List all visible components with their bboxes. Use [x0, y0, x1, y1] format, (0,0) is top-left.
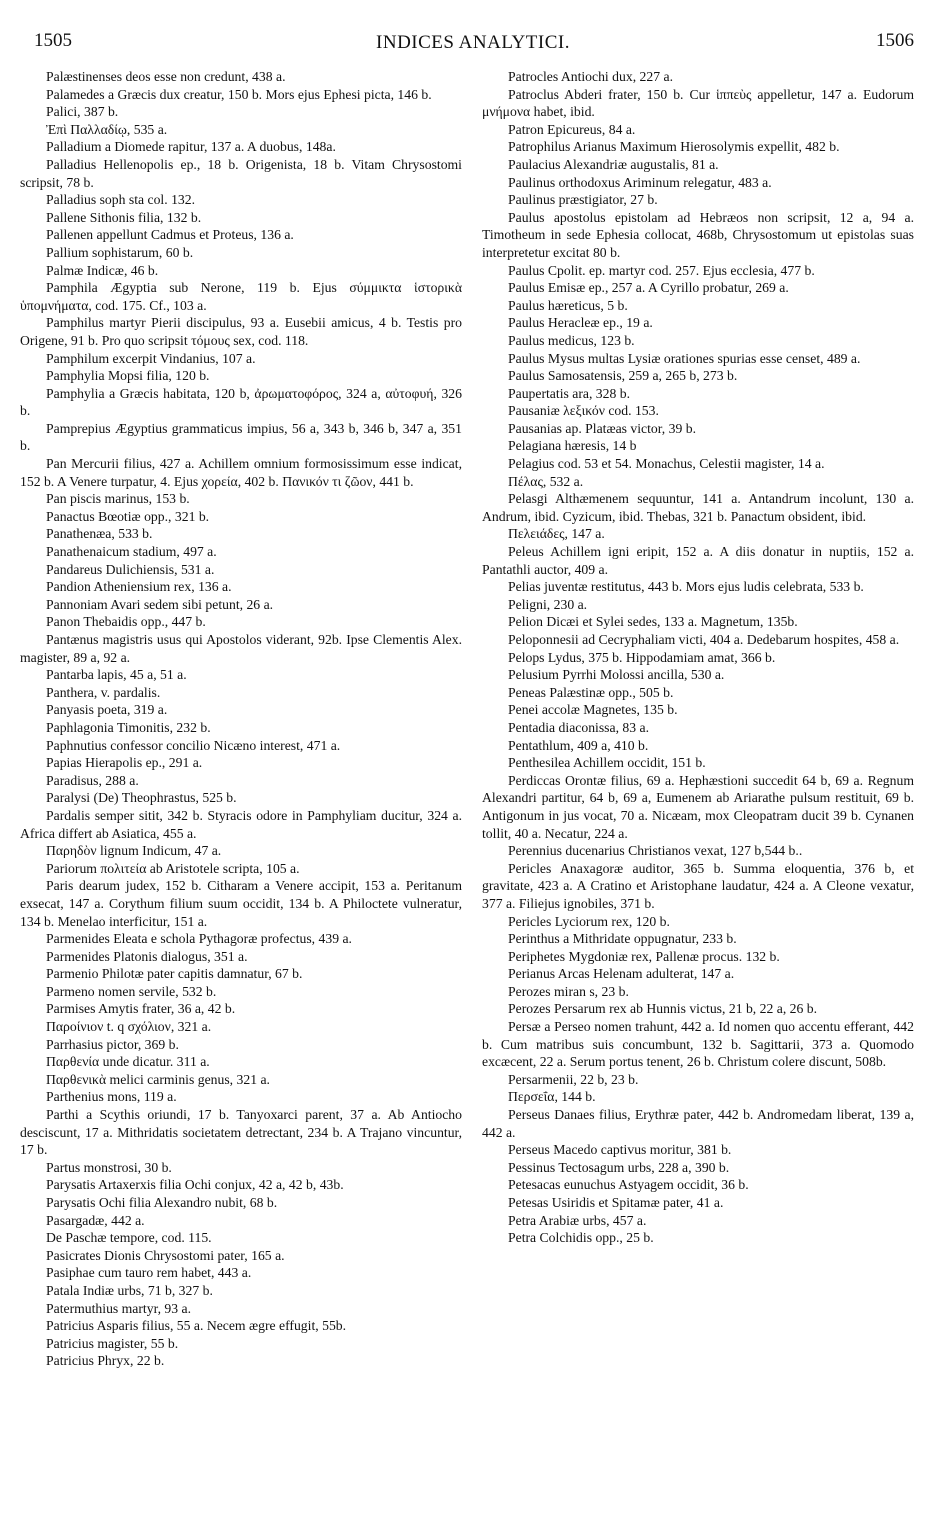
- page-title: INDICES ANALYTICI.: [376, 32, 570, 53]
- index-entry: Pallium sophistarum, 60 b.: [46, 244, 194, 260]
- page-header: [0, 0, 946, 53]
- index-entry: Palladius Hellenopolis ep., 18 b. Origenista, 18 b. Vitam Chrysostomi scripsit, 78 b.: [20, 156, 462, 190]
- index-entry: Paulus apostolus epistolam ad Hebræos non scripsit, 12 a, 94 a. Timotheum in sede Ephesia collocat, 468b, Chrysostomum ut epistolas suas interpretetur excitat 80 b.: [482, 209, 914, 260]
- index-entry: Paulus hæreticus, 5 b.: [508, 297, 628, 313]
- index-entry: Patrophilus Arianus Maximum Hierosolymis expellit, 482 b.: [508, 139, 840, 155]
- index-entry: Pamphilum excerpit Vindanius, 107 a.: [46, 350, 256, 366]
- index-column-left: [20, 68, 462, 1370]
- index-entry: Pallenen appellunt Cadmus et Proteus, 136 a.: [46, 227, 294, 243]
- index-entry: Paralysi (De) Theophrastus, 525 b.: [46, 790, 237, 806]
- index-entry: Perianus Arcas Helenam adulterat, 147 a.: [508, 966, 735, 982]
- index-entry: Peneas Palæstinæ opp., 505 b.: [508, 684, 674, 700]
- index-entry: Pantarba lapis, 45 a, 51 a.: [46, 667, 187, 683]
- index-entry: Paphnutius confessor concilio Nicæno interest, 471 a.: [46, 737, 341, 753]
- index-entry: Pantænus magistris usus qui Apostolos viderant, 92b. Ipse Clementis Alex. magister, 89 a, 92 a.: [20, 632, 462, 665]
- index-entry: Parmises Amytis frater, 36 a, 42 b.: [46, 1001, 236, 1017]
- index-entry: Pamphila Ægyptia sub Nerone, 119 b. Ejus σύμμικτα ἱστορικὰ ὑπομνήματα, cod. 175. Cf., 103 a.: [20, 280, 462, 313]
- page-number-left: 1505: [34, 30, 72, 51]
- index-entry: Parmenides Platonis dialogus, 351 a.: [46, 948, 248, 964]
- index-entry: Pelion Dicæi et Sylei sedes, 133 a. Magnetum, 135b.: [508, 614, 798, 630]
- index-entry: Pelagius cod. 53 et 54. Monachus, Celestii magister, 14 a.: [508, 456, 825, 472]
- index-entry: Perinthus a Mithridate oppugnatur, 233 b.: [508, 931, 737, 947]
- index-entry: Petesas Usiridis et Spitamæ pater, 41 a.: [508, 1195, 724, 1210]
- index-entry: Patrocles Antiochi dux, 227 a.: [508, 69, 673, 84]
- index-entry: Parysatis Artaxerxis filia Ochi conjux, 42 a, 42 b, 43b.: [46, 1177, 344, 1193]
- index-entry: Pelias juventæ restitutus, 443 b. Mors ejus ludis celebrata, 533 b.: [508, 579, 864, 595]
- index-entry: Paulus Cpolit. ep. martyr cod. 257. Ejus ecclesia, 477 b.: [508, 262, 815, 278]
- index-entry: Palladium a Diomede rapitur, 137 a. A duobus, 148a.: [46, 139, 336, 155]
- index-entry: Paulus Emisæ ep., 257 a. A Cyrillo probatur, 269 a.: [508, 280, 789, 296]
- index-entry: Panthera, v. pardalis.: [46, 684, 161, 700]
- index-entry: Paulinus orthodoxus Ariminum relegatur, 483 a.: [508, 174, 772, 190]
- index-entry: Patermuthius martyr, 93 a.: [46, 1300, 192, 1316]
- index-entry: Peleus Achillem igni eripit, 152 a. A diis donatur in nuptiis, 152 a. Pantathli auctor, 409 a.: [482, 544, 914, 577]
- index-entry: Παροίνιον t. q σχόλιον, 321 a.: [46, 1019, 212, 1035]
- index-entry: Papias Hierapolis ep., 291 a.: [46, 755, 203, 771]
- index-entry: De Paschæ tempore, cod. 115.: [46, 1230, 212, 1246]
- index-entry: Pariorum πολιτεία ab Aristotele scripta, 105 a.: [46, 860, 300, 876]
- index-entry: Pamprepius Ægyptius grammaticus impius, 56 a, 343 b, 346 b, 347 a, 351 b.: [20, 420, 462, 454]
- index-entry: Paradisus, 288 a.: [46, 772, 139, 788]
- index-entry: Paulus Heracleæ ep., 19 a.: [508, 315, 653, 331]
- index-entry: Palæstinenses deos esse non credunt, 438 a.: [46, 69, 286, 84]
- index-entry: Petesacas eunuchus Astyagem occidit, 36 b.: [508, 1177, 749, 1193]
- index-entry: Pandion Atheniensium rex, 136 a.: [46, 579, 232, 595]
- index-entry: Paulus Samosatensis, 259 a, 265 b, 273 b.: [508, 368, 738, 384]
- index-entry: Petra Colchidis opp., 25 b.: [508, 1230, 654, 1246]
- index-entry: Pessinus Tectosagum urbs, 228 a, 390 b.: [508, 1159, 730, 1175]
- index-entry: Pan piscis marinus, 153 b.: [46, 491, 190, 507]
- index-entry: Parysatis Ochi filia Alexandro nubit, 68 b.: [46, 1195, 278, 1210]
- index-entry: Παρθενία unde dicatur. 311 a.: [46, 1054, 210, 1070]
- index-entry: Peloponnesii ad Cecryphaliam victi, 404 a. Dedebarum hospites, 458 a.: [508, 632, 900, 647]
- index-entry: Patricius Phryx, 22 b.: [46, 1353, 165, 1369]
- index-entry: Perdiccas Orontæ filius, 69 a. Hephæstioni succedit 64 b, 69 a. Regnum Alexandri partitur, 64 b, 69 a, Eumenem ab Ariarathe pulsum restituit, 69 b. Antigonum in jus vocat, 70 a. Nicæam, mox Cleopatram ducit 39 b. Cynanen tollit, 40 a. Necatur, 224 a.: [482, 772, 914, 841]
- index-entry: Πέλας, 532 a.: [508, 473, 584, 489]
- index-entry: Pelagiana hæresis, 14 b: [508, 438, 637, 454]
- index-entry: Palici, 387 b.: [46, 104, 119, 120]
- index-entry: Parmenio Philotæ pater capitis damnatur, 67 b.: [46, 966, 303, 982]
- index-entry: Pelops Lydus, 375 b. Hippodamiam amat, 366 b.: [508, 649, 776, 665]
- index-entry: Parmeno nomen servile, 532 b.: [46, 983, 217, 999]
- index-entry: Perozes Persarum rex ab Hunnis victus, 21 b, 22 a, 26 b.: [508, 1001, 818, 1017]
- index-entry: Pericles Lyciorum rex, 120 b.: [508, 913, 670, 929]
- index-entry: Pamphilus martyr Pierii discipulus, 93 a. Eusebii amicus, 4 b. Testis pro Origene, 91 b. Pro quo scripsit τόμους sex, cod. 118.: [20, 315, 462, 348]
- index-entry: Patron Epicureus, 84 a.: [508, 121, 636, 137]
- index-entry: Παρηδὸν lignum Indicum, 47 a.: [46, 843, 222, 859]
- index-entry: Panathenæa, 533 b.: [46, 526, 153, 542]
- index-entry: Persarmenii, 22 b, 23 b.: [508, 1071, 639, 1087]
- index-entry: Palamedes a Græcis dux creatur, 150 b. Mors ejus Ephesi picta, 146 b.: [46, 86, 432, 102]
- index-entry: Pausaniæ λεξικόν cod. 153.: [508, 403, 659, 419]
- index-entry: Paphlagonia Timonitis, 232 b.: [46, 719, 211, 735]
- index-entry: Penei accolæ Magnetes, 135 b.: [508, 702, 678, 718]
- index-entry: Pasicrates Dionis Chrysostomi pater, 165 a.: [46, 1247, 285, 1263]
- index-entry: Pannoniam Avari sedem sibi petunt, 26 a.: [46, 596, 274, 612]
- index-entry: Patala Indiæ urbs, 71 b, 327 b.: [46, 1282, 213, 1298]
- index-entry: Pasargadæ, 442 a.: [46, 1212, 145, 1228]
- index-entry: Pamphylia a Græcis habitata, 120 b, ἀρωματοφόρος, 324 a, αὐτοφυή, 326 b.: [20, 385, 462, 419]
- index-entry: Panathenaicum stadium, 497 a.: [46, 544, 217, 560]
- index-entry: Pallene Sithonis filia, 132 b.: [46, 209, 202, 225]
- index-entry: Ἐπὶ Παλλαδίῳ, 535 a.: [46, 121, 168, 137]
- index-entry: Περσεΐα, 144 b.: [508, 1089, 596, 1105]
- index-entry: Pandareus Dulichiensis, 531 a.: [46, 561, 215, 577]
- index-entry: Πελειάδες, 147 a.: [508, 526, 605, 542]
- index-entry: Pardalis semper sitit, 342 b. Styracis odore in Pamphyliam ducitur, 324 a. Africa differt ab Asiatica, 455 a.: [20, 807, 462, 841]
- index-entry: Patricius magister, 55 b.: [46, 1335, 179, 1351]
- index-entry: Panyasis poeta, 319 a.: [46, 702, 168, 718]
- index-entry: Periphetes Mygdoniæ rex, Pallenæ procus. 132 b.: [508, 948, 780, 964]
- index-entry: Palladius soph sta col. 132.: [46, 192, 196, 208]
- index-entry: Pasiphae cum tauro rem habet, 443 a.: [46, 1265, 252, 1281]
- index-entry: Patricius Asparis filius, 55 a. Necem ægre effugit, 55b.: [46, 1318, 347, 1334]
- index-entry: Parthenius mons, 119 a.: [46, 1089, 177, 1105]
- index-entry: Parrhasius pictor, 369 b.: [46, 1036, 179, 1052]
- index-entry: Parmenides Eleata e schola Pythagoræ profectus, 439 a.: [46, 931, 352, 947]
- index-entry: Pamphylia Mopsi filia, 120 b.: [46, 368, 210, 384]
- index-entry: Paulus Mysus multas Lysiæ orationes spurias esse censet, 489 a.: [508, 350, 861, 366]
- index-entry: Paupertatis ara, 328 b.: [508, 385, 631, 401]
- index-entry: Pausanias ap. Platæas victor, 39 b.: [508, 420, 697, 436]
- index-entry: Partus monstrosi, 30 b.: [46, 1159, 172, 1175]
- index-entry: Petra Arabiæ urbs, 457 a.: [508, 1212, 647, 1228]
- index-entry: Perseus Macedo captivus moritur, 381 b.: [508, 1142, 732, 1158]
- index-entry: Pelasgi Althæmenem sequuntur, 141 a. Antandrum incolunt, 130 a. Andrum, ibid. Cyzicum, ibid. Thebas, 321 b. Panactum obsident, ibid.: [482, 491, 914, 524]
- index-entry: Patroclus Abderi frater, 150 b. Cur ἱππεὺς appelletur, 147 a. Eudorum μνήμονα habet, ibid.: [482, 86, 914, 120]
- index-column-right: [482, 68, 914, 1247]
- index-entry: Perseus Danaes filius, Erythræ pater, 442 b. Andromedam liberat, 139 a, 442 a.: [482, 1107, 914, 1140]
- index-entry: Panon Thebaidis opp., 447 b.: [46, 614, 206, 630]
- index-entry: Παρθενικὰ melici carminis genus, 321 a.: [46, 1071, 270, 1087]
- page-number-right: 1506: [876, 30, 914, 51]
- index-entry: Pericles Anaxagoræ auditor, 365 b. Summa eloquentia, 376 b, et gravitate, 423 a. A Cratino et Aristophane laudatur, 424 a. A Cleone vexatur, 377 a. Filiejus ignobiles, 371 b.: [482, 860, 914, 911]
- index-entry: Perozes miran s, 23 b.: [508, 983, 629, 999]
- index-entry: Pelusium Pyrrhi Molossi ancilla, 530 a.: [508, 667, 725, 683]
- index-entry: Perennius ducenarius Christianos vexat, 127 b,544 b..: [508, 843, 803, 859]
- index-entry: Paulus medicus, 123 b.: [508, 332, 635, 348]
- index-entry: Pentathlum, 409 a, 410 b.: [508, 737, 649, 753]
- index-entry: Pan Mercurii filius, 427 a. Achillem omnium formosissimum esse indicat, 152 b. A Venere turpatur, 4. Ejus χορεία, 402 b. Πανικόν τι ζῶον, 441 b.: [20, 456, 462, 489]
- index-entry: Panactus Bœotiæ opp., 321 b.: [46, 508, 210, 524]
- index-entry: Paris dearum judex, 152 b. Citharam a Venere accipit, 153 a. Peritanum exsecat, 147 a. Corythum filium suum occidit, 134 b. A Philoctete vulneratur, 134 b. Menelao interficitur, 151 a.: [20, 878, 462, 929]
- index-entry: Pentadia diaconissa, 83 a.: [508, 719, 650, 735]
- index-entry: Palmæ Indicæ, 46 b.: [46, 262, 159, 278]
- index-entry: Peligni, 230 a.: [508, 596, 588, 612]
- index-entry: Paulinus præstigiator, 27 b.: [508, 192, 658, 208]
- index-entry: Parthi a Scythis oriundi, 17 b. Tanyoxarci parent, 37 a. Ab Antiocho desciscunt, 17 a. Mithridatis societatem detrectant, 234 b. A Trajano vincuntur, 17 b.: [20, 1107, 462, 1158]
- index-entry: Paulacius Alexandriæ augustalis, 81 a.: [508, 156, 719, 172]
- index-entry: Persæ a Perseo nomen trahunt, 442 a. Id nomen quo accentu efferant, 442 b. Cum matribus suis concumbunt, 132 b. Sagittarii, 373 a. Quomodo excæcent, 22 a. Serum portus tenent, 26 b. Christum colere discunt, 508b.: [482, 1019, 914, 1070]
- index-entry: Penthesilea Achillem occidit, 151 b.: [508, 755, 706, 771]
